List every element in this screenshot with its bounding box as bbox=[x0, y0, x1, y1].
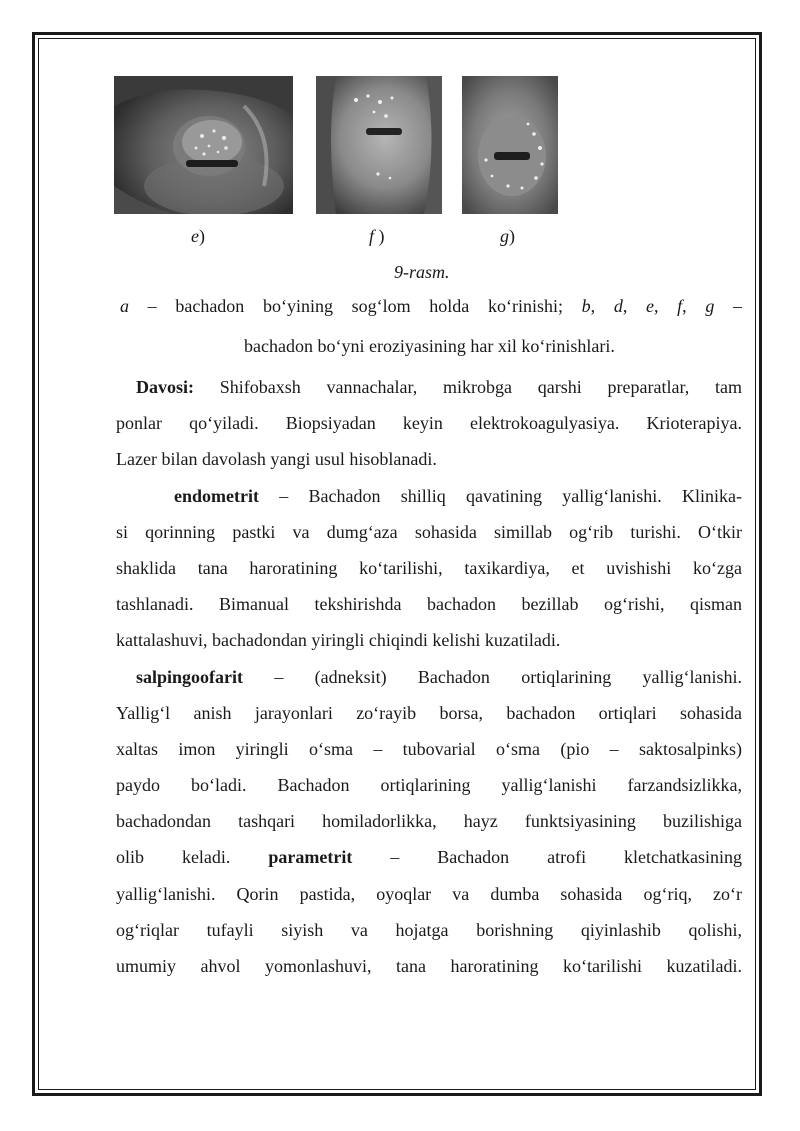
paragraph-salpingoofarit: salpingoofarit – (adneksit) Bachadon ortiqlarining yallig‘lanishi. Yallig‘l anish jarayonlari zo‘rayib borsa, bachadon ortiqlari sohasida xaltas imon yiringli o‘sma – tubovarial o‘sma (pio – saktosalpinks) paydo bo‘ladi. Bachadon ortiqlarining yallig‘lanishi farzandsizlikka, bachadondan tashqari homiladorlikka, hayz funktsiyasining buzilishiga olib keladi. parametrit – Bachadon atrofi kletchatkasining yallig‘lanishi. Qorin pastida, oyoqlar va dumba sohasida og‘riq, zo‘r og‘riqlar tufayli siyish va hojatga borishning qiyinlashib qolishi, umumiy ahvol yomonlashuvi, tana haroratining ko‘tarilishi kuzatiladi. bbox=[116, 666, 742, 976]
photo-label-f: f ) bbox=[369, 226, 385, 246]
paragraph-endometrit: endometrit – Bachadon shilliq qavatining yallig‘lanishi. Klinika- si qorinning pastki va dumg‘aza sohasida simillab og‘rib turishi. O‘tkir shaklida tana haroratining ko‘tarilishi, taxikardiya, et uvishishi ko‘zga tashlanadi. Bimanual tekshirishda bachadon bezillab og‘rishi, qisman kattalashuvi, bachadondan yiringli chiqindi kelishi kuzatiladi. bbox=[116, 485, 742, 651]
photo-label-g: g) bbox=[500, 226, 515, 246]
figure-caption-line-1: a – bachadon bo‘yining sog‘lom holda ko‘rinishi; b, d, e, f, g – bbox=[120, 296, 742, 316]
figure-caption-line-2: bachadon bo‘yni eroziyasining har xil ko‘rinishlari. bbox=[244, 336, 615, 356]
body-text bbox=[116, 369, 742, 984]
term-salpingoofarit: salpingoofarit bbox=[136, 666, 244, 687]
paragraph-davosi: Davosi: Shifobaxsh vannachalar, mikrobga qarshi preparatlar, tam ponlar qo‘yiladi. Biopsiyadan keyin elektrokoagulyasiya. Krioterapiya. Lazer bilan davolash yangi usul hisoblanadi. bbox=[116, 377, 742, 470]
term-endometrit: endometrit bbox=[174, 485, 259, 506]
cervix-photo-g bbox=[462, 76, 558, 214]
term-parametrit: parametrit bbox=[268, 847, 353, 868]
photo-label-e: e) bbox=[191, 226, 205, 246]
cervix-photo-e bbox=[114, 76, 293, 214]
term-davosi: Davosi: bbox=[136, 377, 194, 397]
figure-number: 9-rasm. bbox=[394, 262, 450, 282]
cervix-photo-f bbox=[316, 76, 442, 214]
